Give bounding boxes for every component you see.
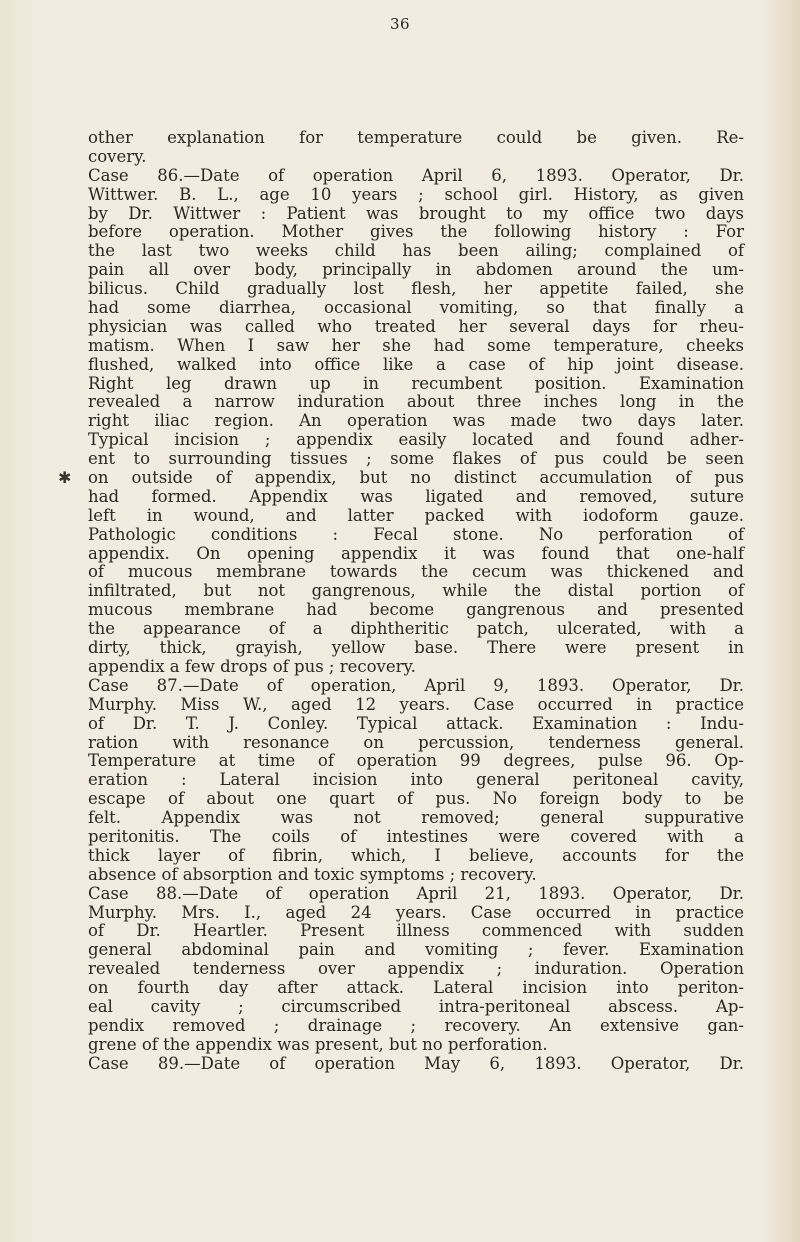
text-line: flushed, walked into office like a case of hip joint disease.: [88, 354, 744, 374]
text-line: physician was called who treated her several days for rheu-: [88, 316, 744, 336]
text-line: general abdominal pain and vomiting ; fever. Examination: [88, 940, 744, 960]
text-line: Wittwer. B. L., age 10 years ; school girl. History, as given: [88, 184, 744, 204]
text-line: bilicus. Child gradually lost flesh, her appetite failed, she: [88, 279, 744, 299]
text-line: mucous membrane had become gangrenous and presented: [88, 600, 744, 620]
text-line: absence of absorption and toxic symptoms ; recovery.: [88, 864, 537, 884]
text-line: on outside of appendix, but no distinct accumulation of pus: [88, 468, 744, 488]
text-line: Case 86.—Date of operation April 6, 1893. Operator, Dr.: [88, 165, 744, 185]
text-line: other explanation for temperature could be given. Re-: [88, 128, 744, 147]
text-line: Case 88.—Date of operation April 21, 1893. Operator, Dr.: [88, 883, 744, 903]
text-line: Right leg drawn up in recumbent position. Examination: [88, 373, 744, 393]
text-line: Temperature at time of operation 99 degrees, pulse 96. Op-: [88, 751, 744, 771]
text-line: ration with resonance on percussion, tenderness general.: [88, 732, 744, 752]
text-line: had formed. Appendix was ligated and removed, suture: [88, 486, 744, 506]
text-line: the last two weeks child has been ailing; complained of: [88, 241, 744, 261]
text-line: pendix removed ; drainage ; recovery. An extensive gan-: [88, 1015, 744, 1035]
text-line: infiltrated, but not gangrenous, while the distal portion of: [88, 581, 744, 601]
text-line: ent to surrounding tissues ; some flakes of pus could be seen: [88, 449, 744, 469]
text-line: covery.: [88, 146, 147, 166]
text-line: before operation. Mother gives the following history : For: [88, 222, 744, 242]
text-line: of Dr. Heartler. Present illness commenced with sudden: [88, 921, 744, 941]
text-line: right iliac region. An operation was made two days later.: [88, 411, 744, 431]
text-line: dirty, thick, grayish, yellow base. There were present in: [88, 638, 744, 658]
text-line: peritonitis. The coils of intestines were covered with a: [88, 826, 744, 846]
text-line: of mucous membrane towards the cecum was thickened and: [88, 562, 744, 582]
text-line: revealed a narrow induration about three inches long in the: [88, 392, 744, 412]
text-line: pain all over body, principally in abdomen around the um-: [88, 260, 744, 280]
text-line: felt. Appendix was not removed; general suppurative: [88, 808, 744, 828]
body-text: [88, 129, 744, 1074]
text-line: eal cavity ; circumscribed intra-peritoneal abscess. Ap-: [88, 996, 744, 1016]
text-line: Typical incision ; appendix easily located and found adher-: [88, 430, 744, 450]
text-line: eration : Lateral incision into general peritoneal cavity,: [88, 770, 744, 790]
text-line: Murphy. Miss W., aged 12 years. Case occurred in practice: [88, 694, 744, 714]
margin-asterisk-mark: ✱: [58, 468, 72, 487]
text-line: Case 89.—Date of operation May 6, 1893. Operator, Dr.: [88, 1053, 744, 1073]
text-line: the appearance of a diphtheritic patch, ulcerated, with a: [88, 619, 744, 639]
text-line: of Dr. T. J. Conley. Typical attack. Examination : Indu-: [88, 713, 744, 733]
text-line: Case 87.—Date of operation, April 9, 1893. Operator, Dr.: [88, 675, 744, 695]
text-line: left in wound, and latter packed with iodoform gauze.: [88, 505, 744, 525]
text-line: appendix. On opening appendix it was found that one-half: [88, 543, 744, 563]
text-line: on fourth day after attack. Lateral incision into periton-: [88, 978, 744, 998]
text-line: escape of about one quart of pus. No foreign body to be: [88, 789, 744, 809]
page-number: 36: [389, 15, 411, 33]
text-line: by Dr. Wittwer : Patient was brought to my office two days: [88, 203, 744, 223]
text-line: had some diarrhea, occasional vomiting, so that finally a: [88, 298, 744, 318]
text-line: thick layer of fibrin, which, I believe, accounts for the: [88, 845, 744, 865]
text-line: grene of the appendix was present, but no perforation.: [88, 1034, 548, 1054]
text-line: Pathologic conditions : Fecal stone. No perforation of: [88, 524, 744, 544]
text-line: Murphy. Mrs. I., aged 24 years. Case occurred in practice: [88, 902, 744, 922]
text-line: revealed tenderness over appendix ; induration. Operation: [88, 959, 744, 979]
text-line: matism. When I saw her she had some temperature, cheeks: [88, 335, 744, 355]
text-line: appendix a few drops of pus ; recovery.: [88, 656, 416, 676]
